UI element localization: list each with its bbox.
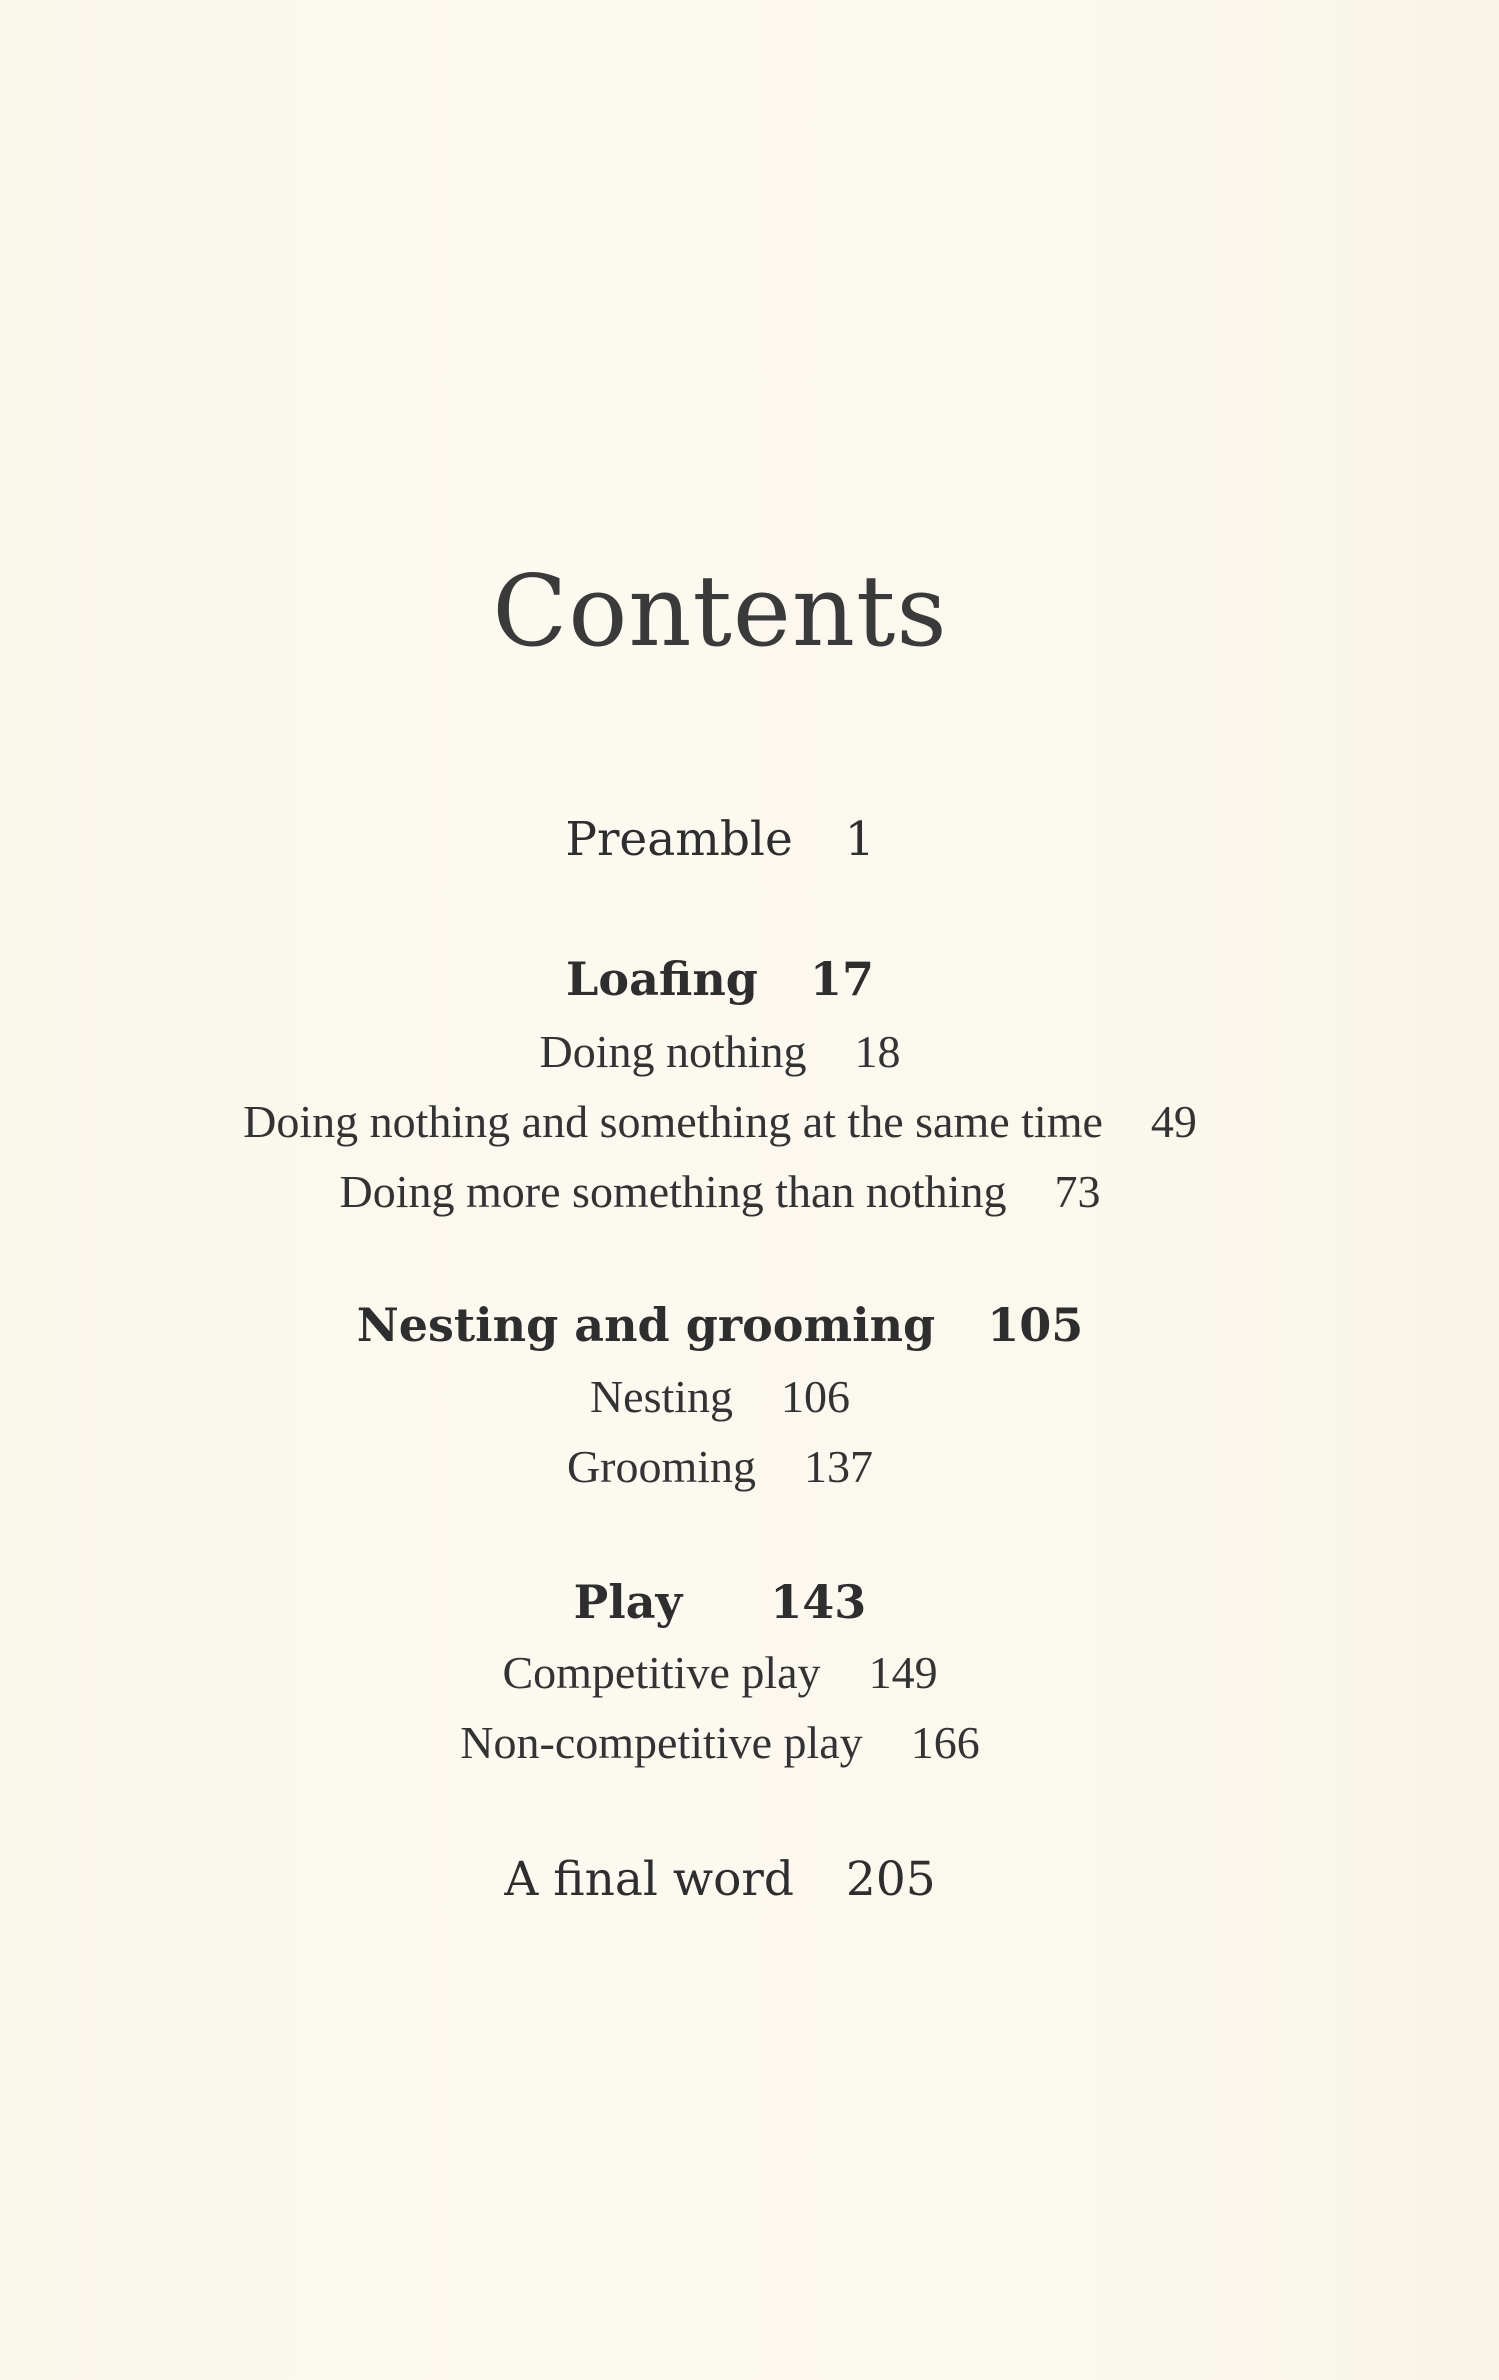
toc-entry-page: 18	[854, 1026, 901, 1077]
toc-subentry-competitive-play	[0, 1646, 1440, 1699]
toc-entry-a-final-word	[0, 1852, 1440, 1907]
toc-entry-page: 1	[844, 812, 875, 867]
toc-entry-page: 106	[781, 1371, 851, 1422]
toc-entry-page: 137	[804, 1441, 874, 1492]
toc-entry-title: Nesting	[589, 1371, 734, 1422]
toc-entry-title: Grooming	[566, 1441, 757, 1492]
toc-subentry-doing-nothing-and-something	[0, 1095, 1440, 1148]
toc-subentry-doing-nothing	[0, 1025, 1440, 1078]
toc-entry-title: Non-competitive play	[460, 1717, 863, 1768]
toc-entry-title: Competitive play	[502, 1647, 821, 1698]
toc-entry-page: 17	[809, 952, 874, 1006]
toc-subentry-grooming	[0, 1440, 1440, 1493]
toc-subentry-non-competitive-play	[0, 1716, 1440, 1769]
toc-entry-title: Doing nothing and something at the same time	[243, 1096, 1103, 1147]
toc-entry-preamble	[0, 812, 1440, 867]
toc-entry-loafing	[0, 952, 1440, 1006]
toc-subentry-nesting	[0, 1370, 1440, 1423]
toc-entry-play	[0, 1575, 1440, 1629]
toc-entry-title: Loafing	[566, 952, 758, 1006]
toc-entry-title: A final word	[504, 1852, 794, 1907]
toc-entry-title: Doing nothing	[539, 1026, 807, 1077]
toc-entry-page: 143	[770, 1575, 867, 1629]
toc-entry-title: Doing more something than nothing	[339, 1166, 1007, 1217]
toc-entry-page: 105	[987, 1298, 1084, 1352]
toc-entry-title: Play	[573, 1575, 683, 1629]
toc-entry-title: Preamble	[565, 812, 793, 867]
page-title: Contents	[492, 555, 948, 669]
toc-entry-page: 149	[868, 1647, 938, 1698]
toc-subentry-doing-more-something	[0, 1165, 1440, 1218]
toc-entry-nesting-and-grooming	[0, 1298, 1440, 1352]
toc-entry-page: 49	[1150, 1096, 1197, 1147]
toc-entry-title: Nesting and grooming	[356, 1298, 936, 1352]
toc-entry-page: 205	[845, 1852, 936, 1907]
toc-entry-page: 73	[1054, 1166, 1101, 1217]
toc-entry-page: 166	[910, 1717, 980, 1768]
